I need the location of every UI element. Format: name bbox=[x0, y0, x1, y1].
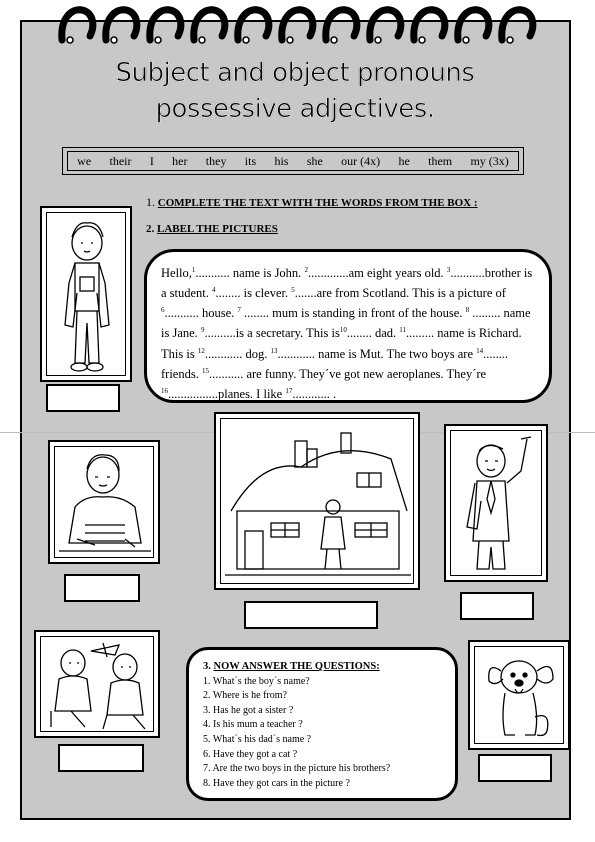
question-item: 5. What´s his dad´s name ? bbox=[203, 733, 312, 745]
questions-list bbox=[203, 675, 441, 792]
questions-box bbox=[186, 647, 458, 801]
text-segment: ..........is a secretary. This is bbox=[204, 326, 340, 341]
blank-number: 11 bbox=[399, 326, 407, 335]
word-box-item: we bbox=[77, 153, 92, 168]
word-box-item: she bbox=[306, 153, 323, 168]
picture-boy-standing bbox=[40, 206, 132, 382]
text-segment: ........ is clever. bbox=[215, 286, 292, 301]
boy-drawing-drawing bbox=[55, 447, 154, 558]
question-item: 3. Has he got a sister ? bbox=[203, 704, 294, 716]
blank-number: 15 bbox=[201, 366, 209, 375]
cloze-text bbox=[161, 262, 535, 403]
text-segment: .......are from Scotland. This is a picture of bbox=[294, 286, 506, 301]
picture-boy-drawing bbox=[48, 440, 160, 564]
picture-man-pointing bbox=[444, 424, 548, 582]
question-item: 6. Have they got a cat ? bbox=[203, 748, 298, 760]
text-segment: ......... name is Richard. This is bbox=[161, 326, 522, 361]
label-box-5[interactable] bbox=[58, 744, 144, 772]
instruction-2-number: 2. bbox=[146, 223, 155, 235]
blank-number: 6 bbox=[161, 306, 165, 315]
instruction-2-text: LABEL THE PICTURES bbox=[157, 223, 278, 235]
word-box-list bbox=[67, 151, 519, 171]
cloze-text-box bbox=[144, 249, 552, 403]
blank-number: 1 bbox=[191, 266, 196, 274]
label-box-1[interactable] bbox=[46, 384, 120, 412]
question-item: 1. What´s the boy´s name? bbox=[203, 675, 310, 687]
word-box-item: my (3x) bbox=[470, 153, 509, 168]
questions-heading bbox=[203, 660, 441, 675]
text-segment: ............ name is Mut. The two boys are bbox=[277, 346, 477, 361]
word-box-item: I bbox=[149, 153, 154, 168]
text-segment: ........... house. bbox=[164, 306, 238, 321]
worksheet-title-line-1: Subject and object pronouns bbox=[115, 58, 475, 88]
blank-number: 7 bbox=[237, 306, 241, 315]
text-segment: ......... name is Jane. bbox=[161, 306, 531, 341]
blank-number: 14 bbox=[476, 346, 484, 355]
question-item: 7. Are the two boys in the picture his brothers? bbox=[203, 763, 391, 775]
text-segment: Hello, bbox=[161, 266, 192, 281]
text-segment: ............ . bbox=[292, 387, 337, 402]
blank-number: 3 bbox=[446, 266, 451, 274]
binder-rings-front bbox=[0, 0, 595, 60]
instruction-1 bbox=[146, 195, 478, 210]
text-segment: ............ dog. bbox=[204, 346, 271, 361]
question-item: 8. Have they got cars in the picture ? bbox=[203, 777, 350, 789]
man-pointing-drawing bbox=[451, 431, 542, 576]
instruction-2 bbox=[146, 223, 278, 235]
word-box-item: they bbox=[205, 153, 227, 168]
word-box-item: he bbox=[398, 153, 410, 168]
text-segment: ........... name is John. bbox=[195, 266, 305, 281]
instruction-1-number: 1. bbox=[146, 195, 155, 209]
label-box-3[interactable] bbox=[244, 601, 378, 629]
word-box bbox=[62, 147, 524, 175]
label-box-6[interactable] bbox=[478, 754, 552, 782]
word-box-item: its bbox=[244, 153, 257, 168]
text-segment: ................planes. I like bbox=[168, 387, 286, 402]
blank-number: 8 bbox=[465, 306, 470, 315]
picture-house bbox=[214, 412, 420, 590]
word-box-item: her bbox=[172, 153, 188, 168]
dog-drawing bbox=[475, 647, 564, 744]
picture-dog bbox=[468, 640, 570, 750]
blank-number: 12 bbox=[197, 346, 205, 355]
label-box-4[interactable] bbox=[460, 592, 534, 620]
house-drawing bbox=[221, 419, 414, 584]
worksheet-title-line-2: possessive adjectives. bbox=[155, 94, 435, 124]
question-item: 2. Where is he from? bbox=[203, 690, 287, 702]
blank-number: 13 bbox=[270, 346, 278, 355]
blank-number: 10 bbox=[339, 326, 347, 335]
text-segment: .............am eight years old. bbox=[307, 266, 447, 281]
word-box-item: them bbox=[428, 153, 453, 168]
blank-number: 5 bbox=[291, 286, 295, 295]
text-segment: ...........brother is a student. bbox=[161, 266, 533, 301]
blank-number: 17 bbox=[285, 386, 293, 395]
boy-standing-drawing bbox=[47, 213, 126, 376]
word-box-item: our (4x) bbox=[341, 153, 381, 168]
text-segment: ........ friends. bbox=[161, 346, 509, 381]
text-segment: ........... are funny. They´ve got new aeroplanes. They´re bbox=[208, 366, 487, 381]
label-box-2[interactable] bbox=[64, 574, 140, 602]
text-segment: ........ dad. bbox=[346, 326, 400, 341]
picture-two-boys bbox=[34, 630, 160, 738]
word-box-item: their bbox=[109, 153, 132, 168]
questions-number: 3. bbox=[203, 661, 211, 672]
blank-number: 9 bbox=[200, 326, 205, 335]
instruction-1-text: COMPLETE THE TEXT WITH THE WORDS FROM THE BOX : bbox=[157, 197, 478, 209]
question-item: 4. Is his mum a teacher ? bbox=[203, 719, 303, 731]
word-box-item: his bbox=[274, 153, 289, 168]
blank-number: 4 bbox=[212, 286, 216, 295]
blank-number: 2 bbox=[304, 266, 308, 274]
questions-heading-text: NOW ANSWER THE QUESTIONS: bbox=[213, 661, 380, 672]
blank-number: 16 bbox=[161, 386, 168, 395]
two-boys-drawing bbox=[41, 637, 154, 732]
text-segment: ........ mum is standing in front of the house. bbox=[240, 306, 466, 321]
